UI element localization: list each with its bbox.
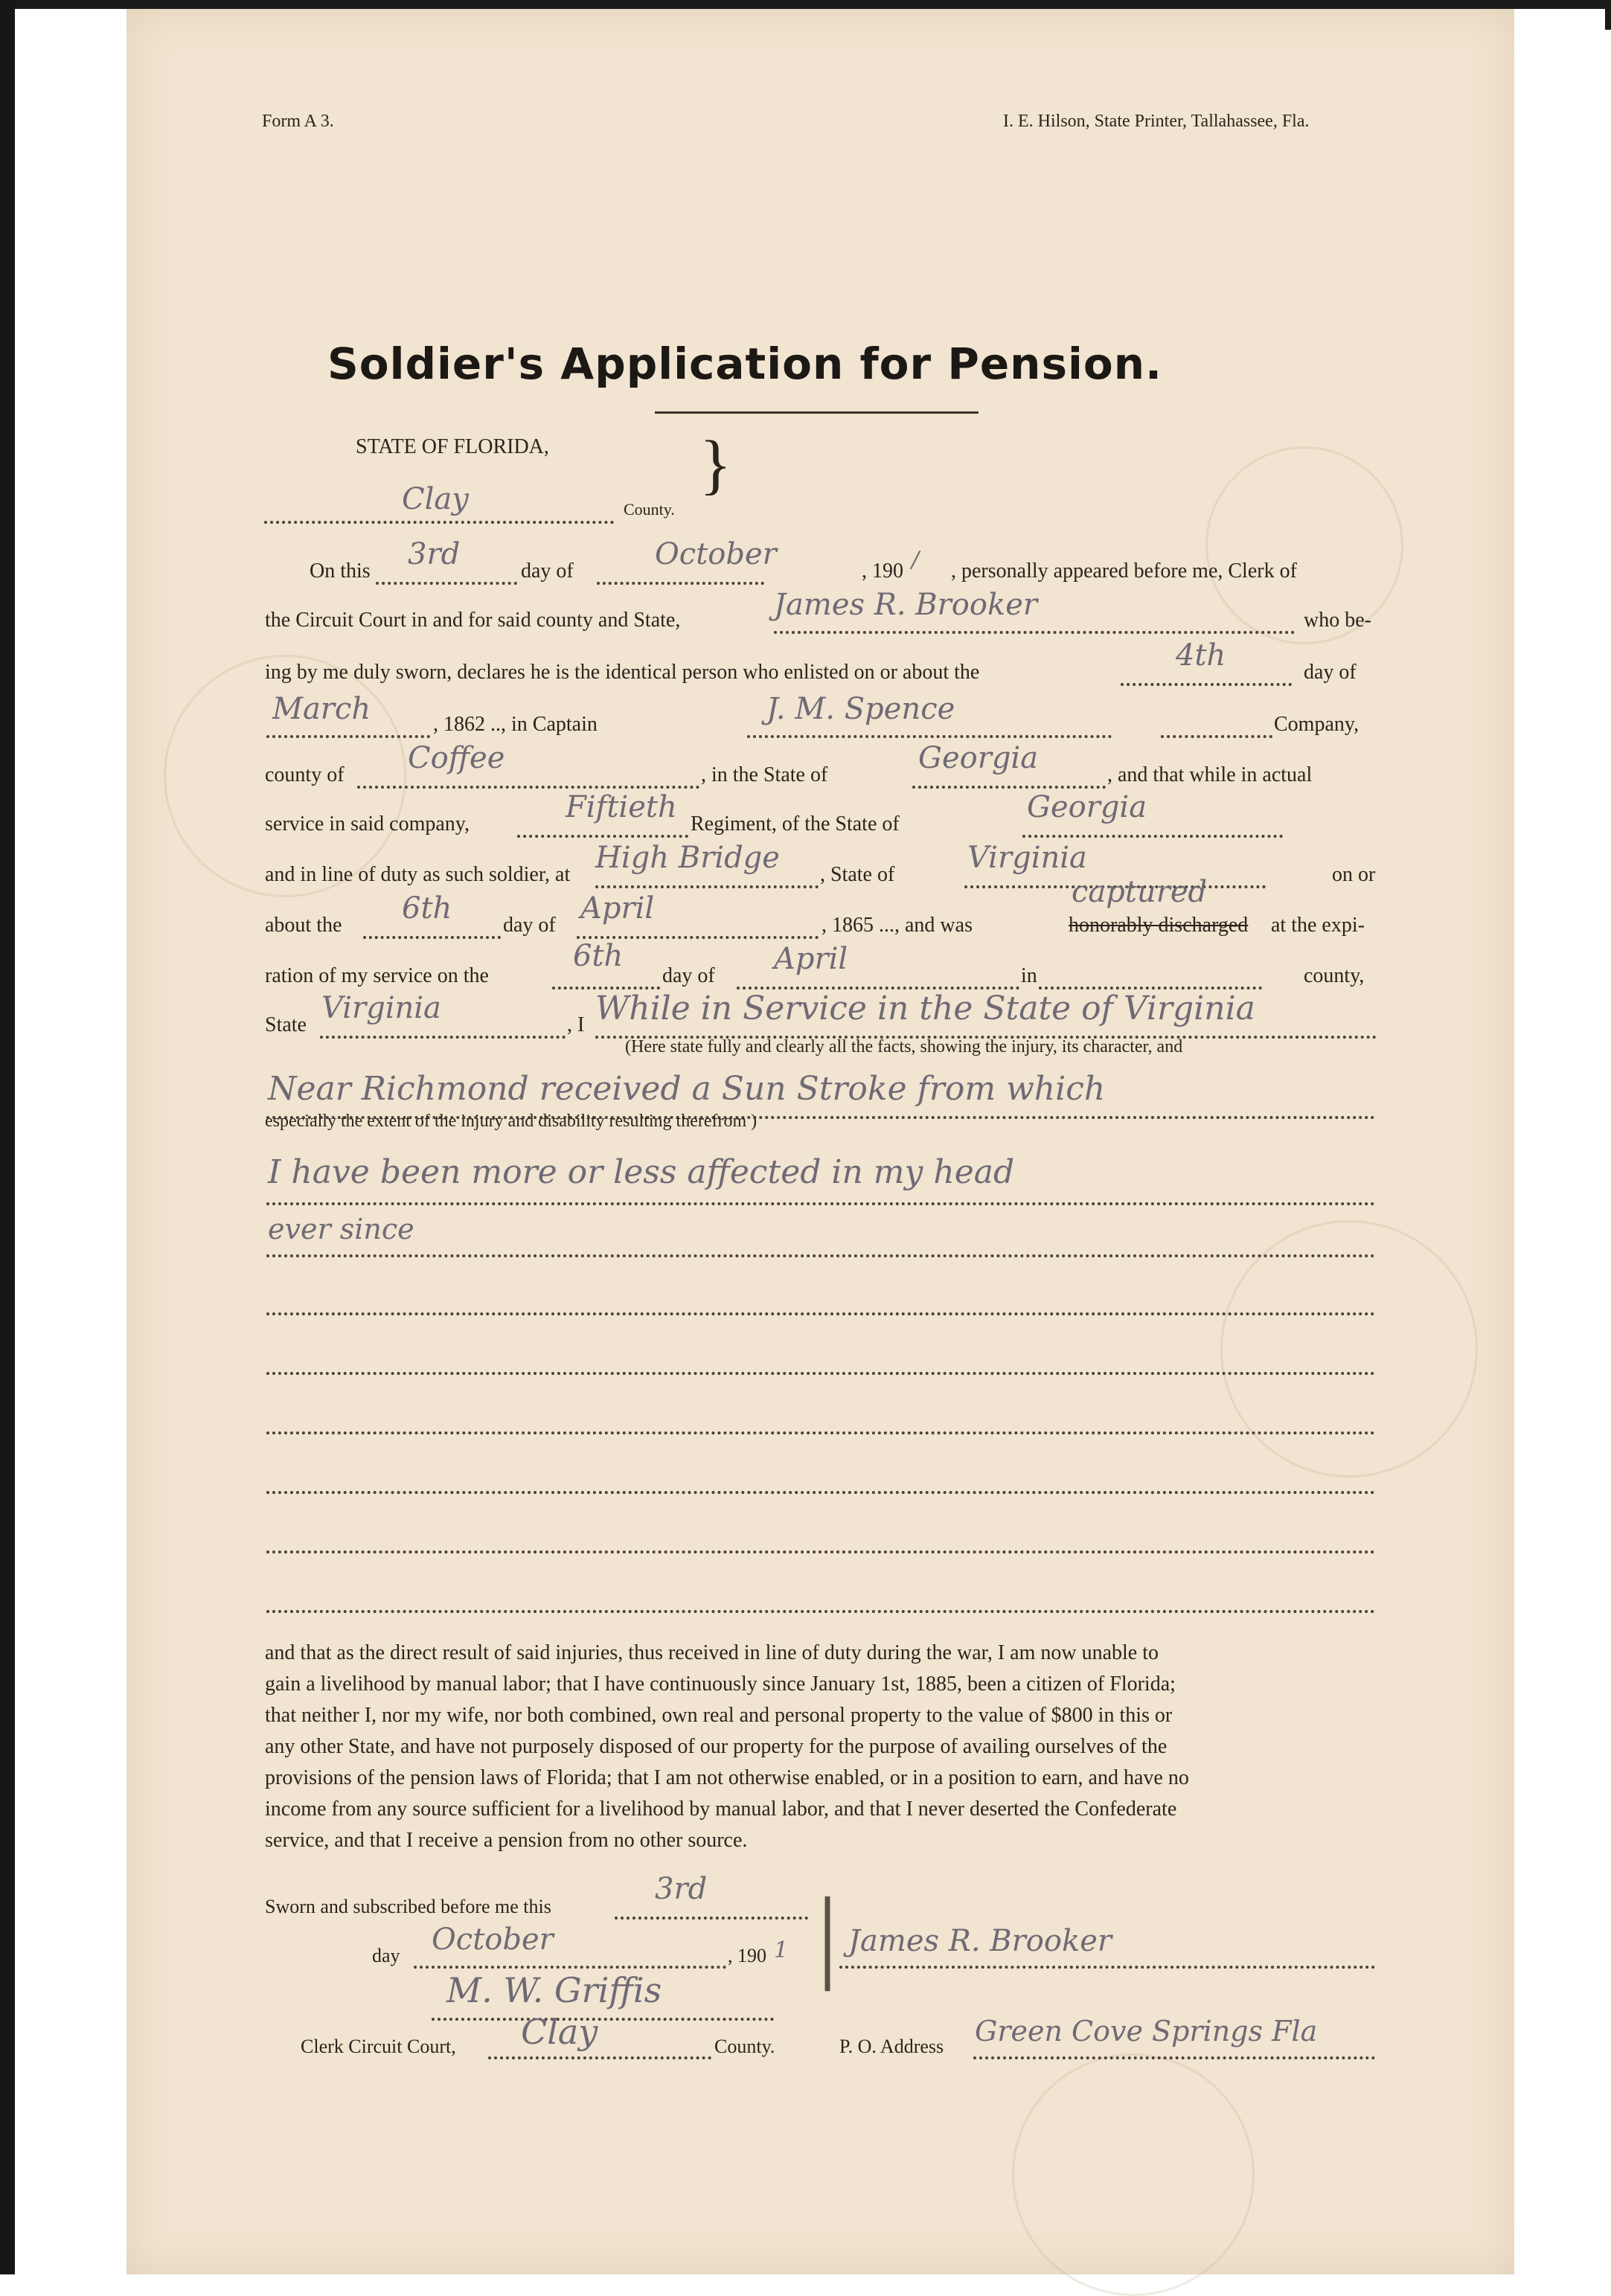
dots	[517, 835, 688, 838]
dots	[488, 2056, 711, 2059]
sworn-month-handwritten: October	[432, 1923, 554, 1957]
dots	[973, 2056, 1375, 2059]
empty-line	[266, 1431, 1375, 1434]
empty-line	[266, 1372, 1375, 1375]
empty-line	[266, 1610, 1375, 1613]
state-of-florida: STATE OF FLORIDA,	[356, 435, 549, 458]
sworn-text: ing by me duly sworn, declares he is the identical person who enlisted on or about the	[265, 661, 980, 684]
on-or-label: on or	[1332, 863, 1376, 886]
regiment-state-handwritten: Georgia	[1027, 790, 1147, 824]
day-label: day	[372, 1945, 400, 1966]
po-address-label: P. O. Address	[839, 2036, 944, 2057]
state-of-label: , State of	[820, 863, 895, 886]
discharge-day-handwritten: 6th	[573, 939, 624, 973]
place-state-handwritten: Virginia	[967, 841, 1087, 875]
clerk-county-handwritten: Clay	[521, 2012, 598, 2052]
statement-line-2: Near Richmond received a Sun Stroke from which	[268, 1070, 1106, 1108]
discharge-month-handwritten: April	[774, 942, 848, 976]
in-state-of-label: , in the State of	[701, 763, 828, 786]
enlist-day-handwritten: 4th	[1176, 638, 1226, 673]
dots	[266, 735, 430, 738]
about-the-label: about the	[265, 914, 342, 937]
service-in-text: service in said company,	[265, 812, 470, 836]
body-line-3: that neither I, nor my wife, nor both combined, own real and personal property to the value of $800 in this or	[265, 1704, 1173, 1727]
instruction-2: especially the extent of the injury and disability resulting therefrom )	[265, 1112, 758, 1131]
day-of-label-4: day of	[662, 964, 715, 987]
appeared-text: , personally appeared before me, Clerk of	[951, 559, 1297, 583]
dots	[432, 2018, 774, 2021]
body-line-7: service, and that I receive a pension from no other source.	[265, 1829, 748, 1852]
day-of-label: day of	[521, 559, 574, 583]
statement-line-3: I have been more or less affected in my head	[268, 1153, 1015, 1191]
printer-credit: I. E. Hilson, State Printer, Tallahassee, Fla.	[1003, 112, 1310, 131]
enlist-county-handwritten: Coffee	[408, 741, 505, 775]
clerk-signature-handwritten: M. W. Griffis	[446, 1970, 662, 2010]
i-label: , I	[567, 1013, 585, 1036]
dots	[839, 1966, 1375, 1969]
dots	[912, 786, 1106, 789]
day-of-label-3: day of	[503, 914, 556, 937]
empty-line	[266, 1312, 1375, 1315]
dots	[363, 936, 501, 939]
circuit-text: the Circuit Court in and for said county and State,	[265, 609, 681, 632]
on-this-label: On this	[310, 559, 371, 583]
scan-left-edge	[0, 0, 15, 2274]
honorably-discharged-struck: honorably discharged	[1069, 914, 1249, 937]
year-text: , 190	[862, 559, 903, 583]
statement-line-4: ever since	[268, 1213, 414, 1245]
day-handwritten: 3rd	[408, 537, 461, 571]
line-of-duty-text: and in line of duty as such soldier, at	[265, 863, 571, 886]
county-dots	[264, 521, 614, 524]
dots	[357, 786, 699, 789]
sworn-year-handwritten: 1	[774, 1937, 789, 1963]
empty-line	[266, 1551, 1375, 1553]
empty-line	[266, 1491, 1375, 1494]
instruction-1: (Here state fully and clearly all the facts, showing the injury, its character, and	[625, 1037, 1183, 1056]
year-handwritten: /	[912, 547, 920, 573]
enlist-state-handwritten: Georgia	[918, 741, 1039, 775]
page-title: Soldier's Application for Pension.	[327, 339, 1163, 389]
scan-right-edge	[1605, 0, 1611, 30]
po-address-handwritten: Green Cove Springs Fla	[975, 2015, 1318, 2048]
body-line-2: gain a livelihood by manual labor; that I have continuously since January 1st, 1885, been a citizen of Florida;	[265, 1673, 1176, 1696]
month-handwritten: October	[655, 537, 777, 571]
year-1865-text: , 1865 ..., and was	[821, 914, 973, 937]
body-line-4: any other State, and have not purposely disposed of our property for the purpose of availing ourselves of the	[265, 1735, 1168, 1758]
place-handwritten: High Bridge	[595, 841, 780, 875]
sworn-day-handwritten: 3rd	[655, 1872, 708, 1906]
dots	[414, 1966, 726, 1969]
dots	[320, 1036, 566, 1039]
applicant-signature-handwritten: James R. Brooker	[848, 1924, 1112, 1958]
regiment-handwritten: Fiftieth	[566, 790, 677, 824]
jurat-brace: |	[817, 1876, 839, 1992]
venue-county-handwritten: Clay	[402, 482, 469, 516]
discharge-state-handwritten: Virginia	[321, 991, 441, 1025]
regiment-label: Regiment, of the State of	[691, 812, 900, 836]
in-label: in	[1021, 964, 1037, 987]
county-of-label: county of	[265, 763, 345, 786]
form-number: Form A 3.	[262, 112, 334, 131]
scan-top-edge	[0, 0, 1611, 9]
clerk-label: Clerk Circuit Court,	[301, 2036, 456, 2057]
captain-handwritten: J. M. Spence	[766, 692, 955, 726]
dots	[266, 1254, 1375, 1257]
county-label-2: county,	[1304, 964, 1365, 987]
embossed-seal-bottom	[1012, 2053, 1255, 2296]
ration-text: ration of my service on the	[265, 964, 489, 987]
dots	[376, 582, 517, 585]
event-day-handwritten: 6th	[402, 891, 452, 926]
venue-brace: }	[699, 428, 732, 501]
sworn-year-text: , 190	[728, 1945, 766, 1966]
dots	[1161, 735, 1272, 738]
dots	[774, 631, 1295, 634]
applicant-name-handwritten: James R. Brooker	[774, 588, 1037, 622]
company-label: Company,	[1274, 713, 1359, 736]
body-line-1: and that as the direct result of said injuries, thus received in line of duty during the war, I am now unable to	[265, 1641, 1159, 1664]
actual-service-text: , and that while in actual	[1107, 763, 1313, 786]
captured-handwritten: captured	[1072, 875, 1208, 909]
dots	[1121, 683, 1292, 686]
expi-text: at the expi-	[1271, 914, 1365, 937]
dots	[747, 735, 1112, 738]
dots	[595, 885, 819, 888]
dots	[597, 582, 764, 585]
body-line-6: income from any source sufficient for a livelihood by manual labor, and that I never deserted the Confederate	[265, 1798, 1177, 1821]
dots	[1022, 835, 1283, 838]
body-line-5: provisions of the pension laws of Florida; that I am not otherwise enabled, or in a position to earn, and have no	[265, 1766, 1189, 1789]
year-1862-text: , 1862 .., in Captain	[433, 713, 598, 736]
dots	[615, 1917, 808, 1920]
event-month-handwritten: April	[580, 891, 655, 926]
state-label: State	[265, 1013, 307, 1036]
dots	[266, 1202, 1375, 1205]
statement-line-1: While in Service in the State of Virginia	[595, 990, 1255, 1027]
enlist-month-handwritten: March	[272, 692, 371, 726]
embossed-seal-right	[1220, 1220, 1478, 1478]
who-be-text: who be-	[1304, 609, 1371, 632]
sworn-label: Sworn and subscribed before me this	[265, 1896, 551, 1917]
county-label: County.	[624, 500, 675, 519]
day-of-label-2: day of	[1304, 661, 1357, 684]
title-rule	[655, 411, 979, 414]
clerk-county-label: County.	[714, 2036, 775, 2057]
